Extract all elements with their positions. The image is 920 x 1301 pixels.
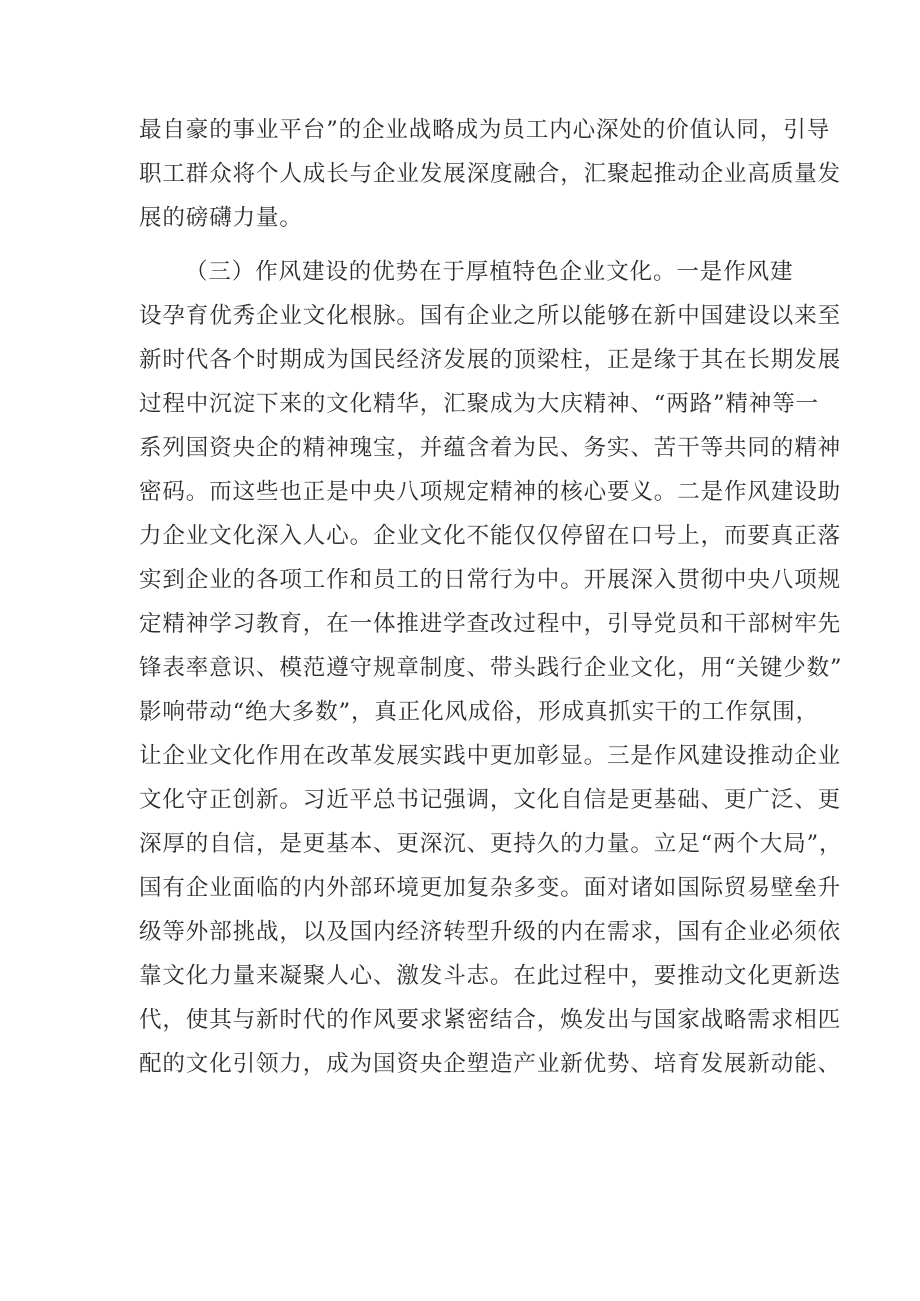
text-line: 展的磅礴力量。 — [139, 205, 303, 231]
text-line: 实到企业的各项工作和员工的日常行为中。开展深入贯彻中央八项规 — [139, 567, 842, 593]
text-line: 影响带动“绝大多数”，真正化风成俗，形成真抓实干的工作氛围， — [139, 699, 820, 725]
text-line: 最自豪的事业平台”的企业战略成为员工内心深处的价值认同，引导 — [139, 117, 831, 143]
text-line: 密码。而这些也正是中央八项规定精神的核心要义。二是作风建设助 — [139, 479, 842, 505]
text-line: 国有企业面临的内外部环境更加复杂多变。面对诸如国际贸易壁垒升 — [139, 875, 842, 901]
text-line: 过程中沉淀下来的文化精华，汇聚成为大庆精神、“两路”精神等一 — [139, 391, 820, 417]
text-line: 文化守正创新。习近平总书记强调，文化自信是更基础、更广泛、更 — [139, 787, 842, 813]
text-line: 定精神学习教育，在一体推进学查改过程中，引导党员和干部树牢先 — [139, 611, 842, 637]
text-line: 职工群众将个人成长与企业发展深度融合，汇聚起推动企业高质量发 — [139, 161, 842, 187]
text-line: 系列国资央企的精神瑰宝，并蕴含着为民、务实、苦干等共同的精神 — [139, 435, 842, 461]
text-line: 深厚的自信，是更基本、更深沉、更持久的力量。立足“两个大局”， — [139, 831, 843, 857]
text-line: 设孕育优秀企业文化根脉。国有企业之所以能够在新中国建设以来至 — [139, 303, 842, 329]
text-line: 让企业文化作用在改革发展实践中更加彰显。三是作风建设推动企业 — [139, 743, 842, 769]
text-line: （三）作风建设的优势在于厚植特色企业文化。一是作风建 — [185, 259, 794, 285]
text-line: 代，使其与新时代的作风要求紧密结合，焕发出与国家战略需求相匹 — [139, 1007, 842, 1033]
text-line: 力企业文化深入人心。企业文化不能仅仅停留在口号上，而要真正落 — [139, 523, 842, 549]
text-line: 级等外部挑战，以及国内经济转型升级的内在需求，国有企业必须依 — [139, 919, 842, 945]
text-line: 锋表率意识、模范遵守规章制度、带头践行企业文化，用“关键少数” — [139, 655, 843, 681]
text-line: 配的文化引领力，成为国资央企塑造产业新优势、培育发展新动能、 — [139, 1051, 842, 1077]
text-line: 靠文化力量来凝聚人心、激发斗志。在此过程中，要推动文化更新迭 — [139, 963, 842, 989]
text-line: 新时代各个时期成为国民经济发展的顶梁柱，正是缘于其在长期发展 — [139, 347, 842, 373]
